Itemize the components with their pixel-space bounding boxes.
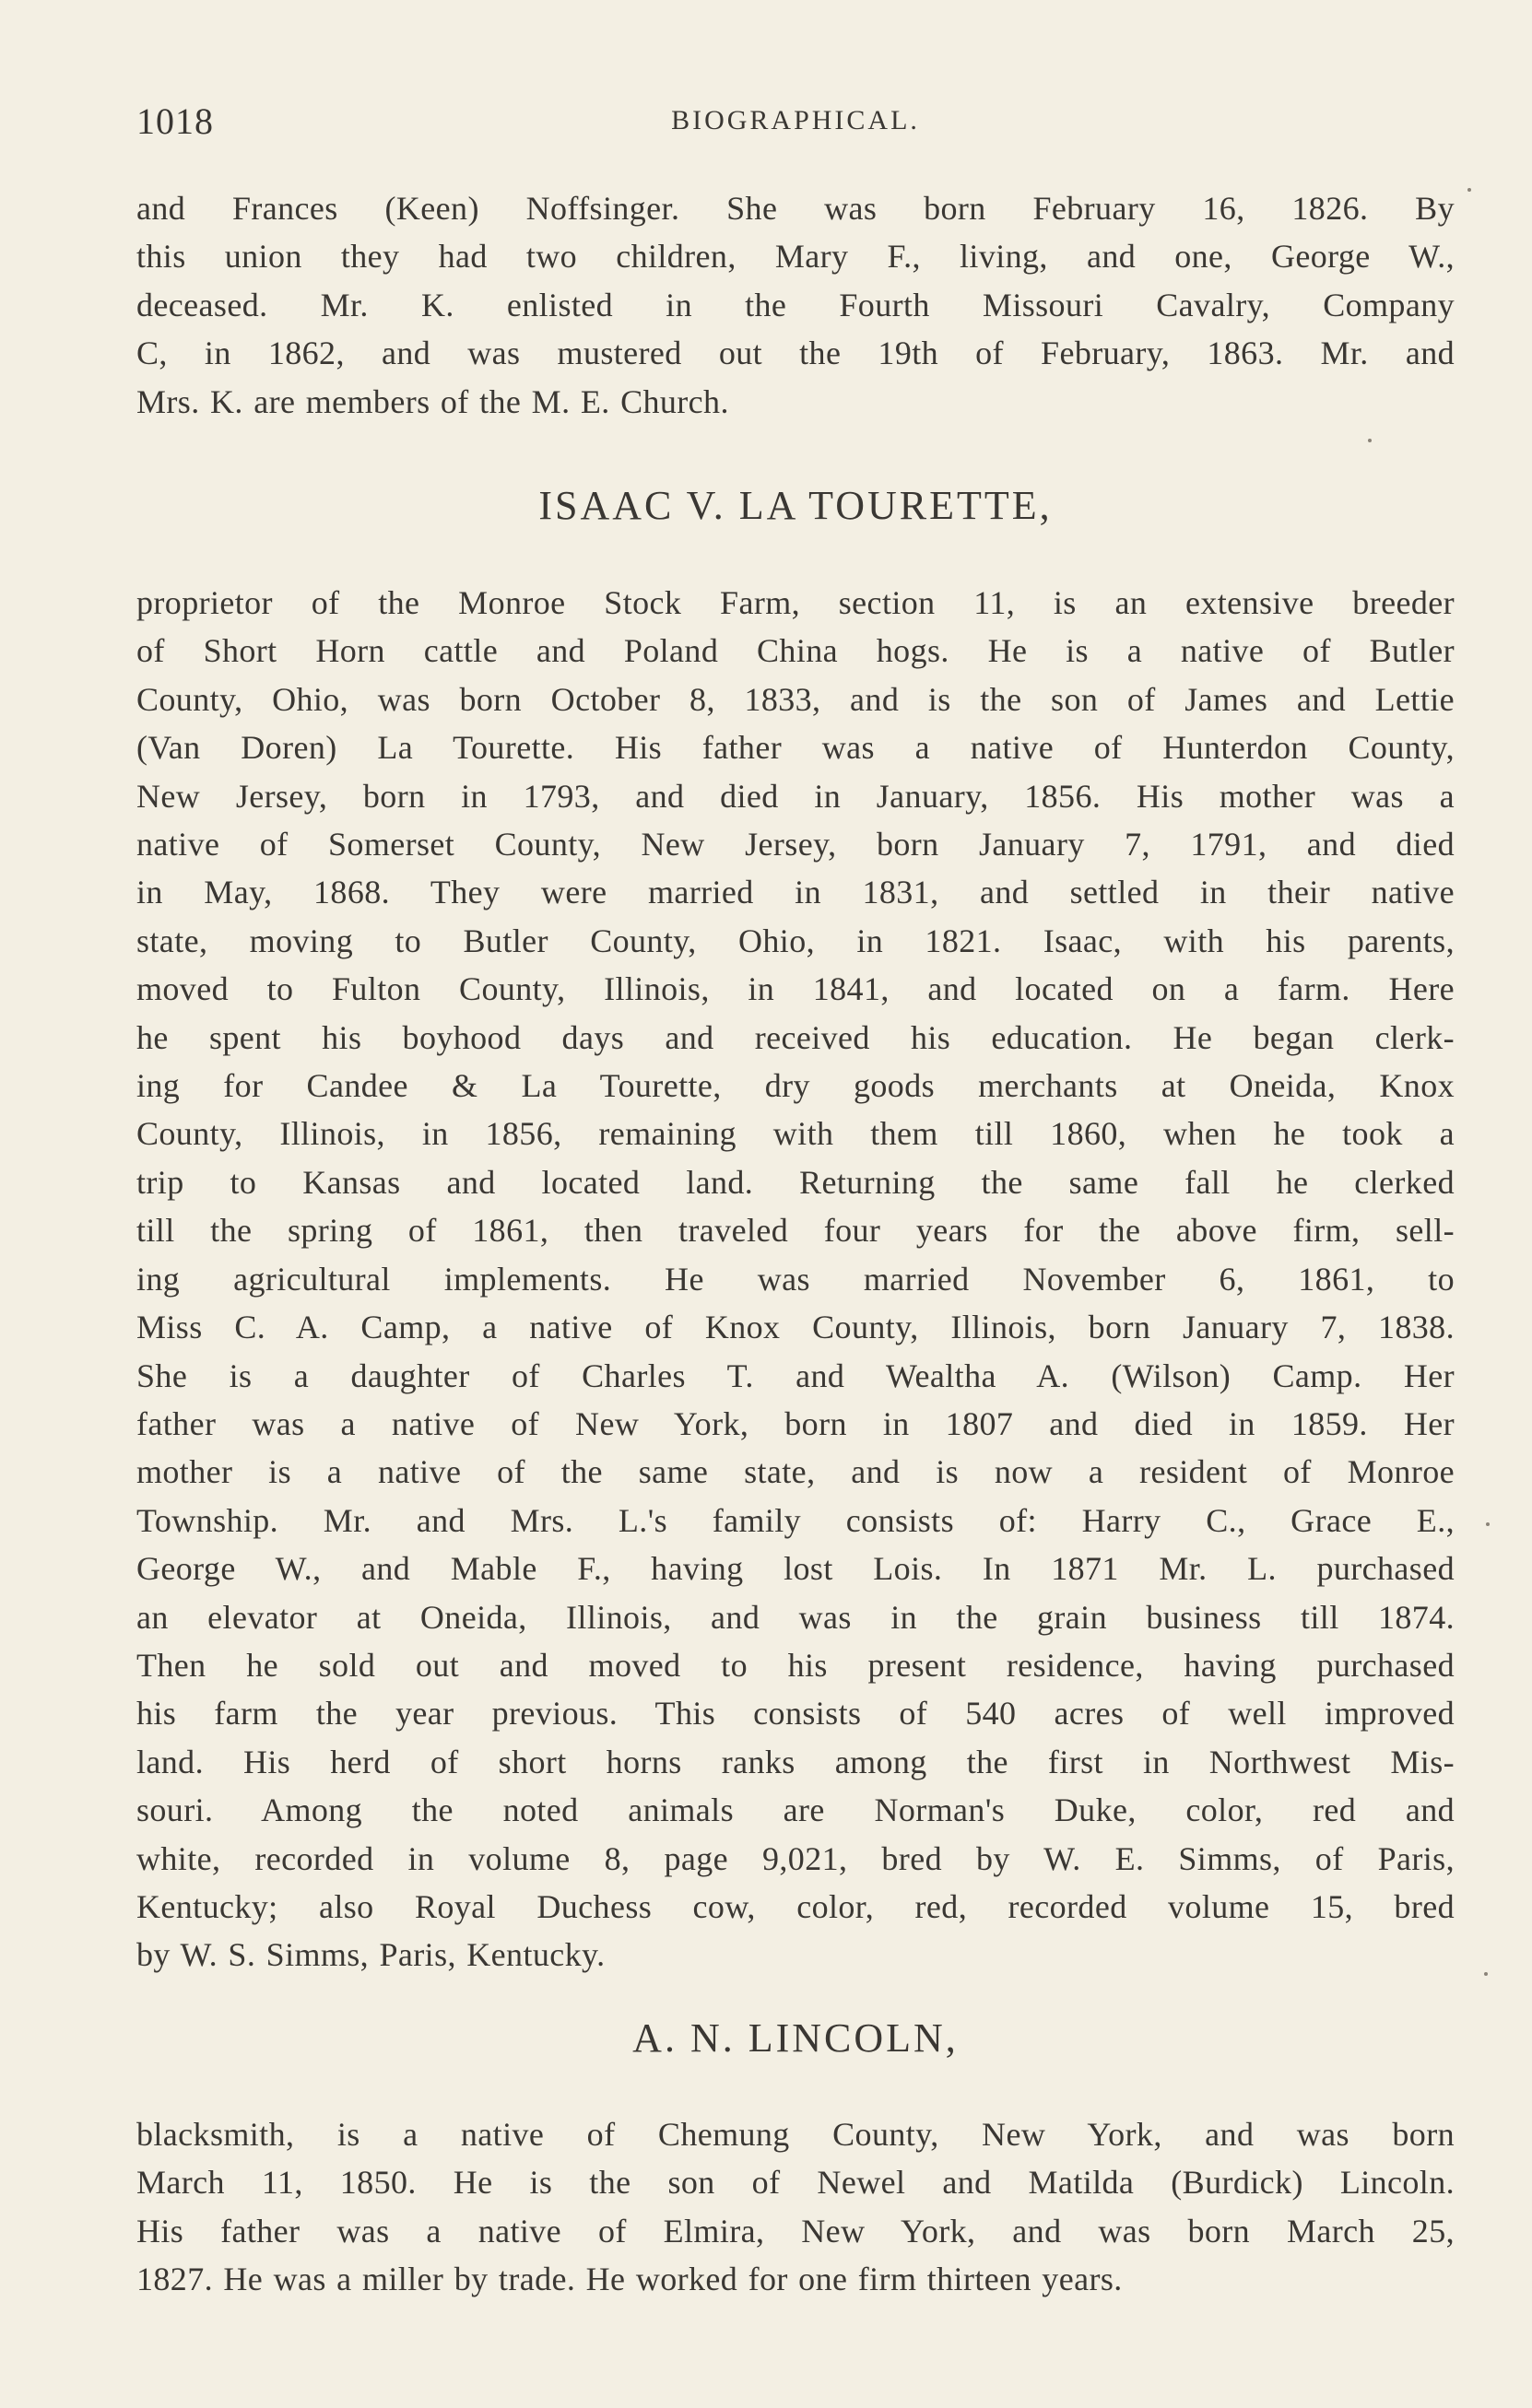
text-line: of Short Horn cattle and Poland China hogs. He is a native of Butler	[136, 632, 1455, 670]
print-speck	[1484, 1972, 1488, 1976]
section-heading-lincoln: A. N. LINCOLN,	[632, 2015, 959, 2061]
text-line: trip to Kansas and located land. Returning the same fall he clerked	[136, 1163, 1455, 1201]
text-line: (Van Doren) La Tourette. His father was a native of Hunterdon County,	[136, 729, 1455, 767]
text-line: and Frances (Keen) Noffsinger. She was born February 16, 1826. By	[136, 190, 1455, 227]
text-line: blacksmith, is a native of Chemung County, New York, and was born	[136, 2116, 1455, 2153]
text-line: till the spring of 1861, then traveled four years for the above firm, sell-	[136, 1212, 1455, 1250]
text-line: he spent his boyhood days and received his education. He began clerk-	[136, 1018, 1455, 1056]
text-line: Miss C. A. Camp, a native of Knox County, Illinois, born January 7, 1838.	[136, 1309, 1455, 1346]
text-line: an elevator at Oneida, Illinois, and was in the grain business till 1874.	[136, 1598, 1455, 1636]
text-line: County, Ohio, was born October 8, 1833, and is the son of James and Lettie	[136, 680, 1455, 718]
text-line: deceased. Mr. K. enlisted in the Fourth Missouri Cavalry, Company	[136, 286, 1455, 323]
print-speck	[1486, 1522, 1490, 1526]
text-line: Then he sold out and moved to his present residence, having purchased	[136, 1646, 1455, 1684]
text-line: She is a daughter of Charles T. and Wealtha A. (Wilson) Camp. Her	[136, 1357, 1455, 1394]
text-line: Mrs. K. are members of the M. E. Church.	[136, 382, 729, 420]
text-line: Kentucky; also Royal Duchess cow, color, red, recorded volume 15, bred	[136, 1887, 1455, 1925]
section-heading-la-tourette: ISAAC V. LA TOURETTE,	[538, 483, 1053, 528]
text-line: his farm the year previous. This consists of 540 acres of well improved	[136, 1695, 1455, 1733]
la-tourette-paragraph	[136, 579, 1455, 1979]
text-line: C, in 1862, and was mustered out the 19th of February, 1863. Mr. and	[136, 335, 1455, 372]
running-head	[136, 100, 1455, 155]
text-line: father was a native of New York, born in 1807 and died in 1859. Her	[136, 1404, 1455, 1442]
text-line: by W. S. Simms, Paris, Kentucky.	[136, 1936, 606, 1974]
text-line: His father was a native of Elmira, New York, and was born March 25,	[136, 2212, 1455, 2249]
text-line: George W., and Mable F., having lost Lois. In 1871 Mr. L. purchased	[136, 1550, 1455, 1588]
text-line: mother is a native of the same state, and is now a resident of Monroe	[136, 1453, 1455, 1491]
text-line: ing agricultural implements. He was married November 6, 1861, to	[136, 1260, 1455, 1298]
print-speck	[1368, 439, 1372, 442]
text-line: New Jersey, born in 1793, and died in January, 1856. His mother was a	[136, 777, 1455, 815]
text-line: souri. Among the noted animals are Norman's Duke, color, red and	[136, 1791, 1455, 1829]
text-line: native of Somerset County, New Jersey, born January 7, 1791, and died	[136, 826, 1455, 863]
running-title: BIOGRAPHICAL.	[671, 105, 920, 135]
text-line: County, Illinois, in 1856, remaining with them till 1860, when he took a	[136, 1115, 1455, 1153]
text-line: white, recorded in volume 8, page 9,021, bred by W. E. Simms, of Paris,	[136, 1839, 1455, 1877]
print-speck	[1467, 188, 1471, 192]
text-line: 1827. He was a miller by trade. He worked for one firm thirteen years.	[136, 2261, 1123, 2298]
text-line: ing for Candee & La Tourette, dry goods merchants at Oneida, Knox	[136, 1067, 1455, 1105]
page-number: 1018	[136, 100, 214, 142]
text-line: state, moving to Butler County, Ohio, in 1821. Isaac, with his parents,	[136, 922, 1455, 959]
text-line: this union they had two children, Mary F., living, and one, George W.,	[136, 238, 1455, 276]
text-line: Township. Mr. and Mrs. L.'s family consists of: Harry C., Grace E.,	[136, 1501, 1455, 1539]
lincoln-paragraph	[136, 2110, 1455, 2304]
text-line: land. His herd of short horns ranks among the first in Northwest Mis-	[136, 1743, 1455, 1780]
text-line: proprietor of the Monroe Stock Farm, section 11, is an extensive breeder	[136, 584, 1455, 621]
text-line: March 11, 1850. He is the son of Newel and Matilda (Burdick) Lincoln.	[136, 2164, 1455, 2202]
intro-paragraph	[136, 184, 1455, 426]
text-line: moved to Fulton County, Illinois, in 1841, and located on a farm. Here	[136, 970, 1455, 1008]
text-line: in May, 1868. They were married in 1831, and settled in their native	[136, 874, 1455, 911]
